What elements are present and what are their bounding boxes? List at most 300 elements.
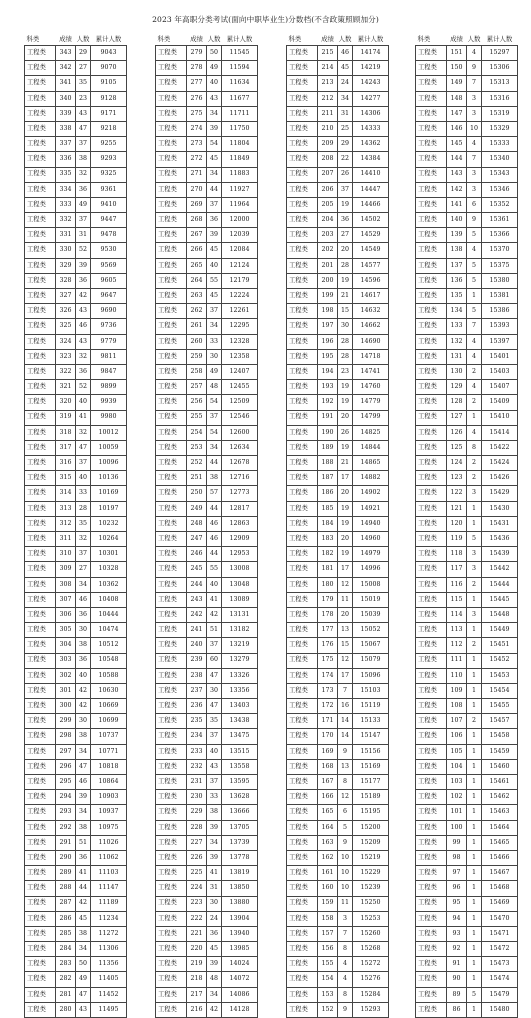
category-cell: 工程类 — [156, 835, 187, 850]
category-cell: 工程类 — [416, 61, 447, 76]
cumulative-cell: 15306 — [482, 61, 518, 76]
cumulative-cell: 14219 — [353, 61, 389, 76]
score-cell: 340 — [56, 91, 76, 106]
count-cell: 36 — [76, 850, 91, 865]
category-cell: 工程类 — [156, 926, 187, 941]
table-row — [25, 137, 127, 152]
cumulative-cell: 14940 — [353, 516, 389, 531]
category-cell: 工程类 — [25, 61, 56, 76]
cumulative-cell: 13326 — [222, 668, 258, 683]
table-row — [156, 926, 258, 941]
cumulative-cell: 14741 — [353, 364, 389, 379]
cumulative-cell: 15468 — [482, 881, 518, 896]
category-cell: 工程类 — [287, 790, 318, 805]
table-row — [287, 1002, 389, 1017]
count-cell: 1 — [467, 592, 482, 607]
score-cell: 97 — [447, 866, 467, 881]
count-cell: 38 — [76, 820, 91, 835]
score-cell: 153 — [318, 987, 338, 1002]
score-cell: 164 — [318, 820, 338, 835]
count-cell: 1 — [467, 972, 482, 987]
count-cell: 33 — [76, 486, 91, 501]
cumulative-cell: 13819 — [222, 866, 258, 881]
category-cell: 工程类 — [25, 668, 56, 683]
count-cell: 21 — [338, 456, 353, 471]
category-cell: 工程类 — [287, 957, 318, 972]
score-cell: 217 — [187, 987, 207, 1002]
cumulative-cell: 15470 — [482, 911, 518, 926]
cumulative-cell: 15169 — [353, 759, 389, 774]
category-cell: 工程类 — [287, 744, 318, 759]
count-cell: 45 — [207, 289, 222, 304]
cumulative-cell: 9980 — [91, 410, 127, 425]
cumulative-cell: 15407 — [482, 380, 518, 395]
count-cell: 37 — [76, 213, 91, 228]
score-cell: 302 — [56, 668, 76, 683]
count-cell: 40 — [76, 471, 91, 486]
cumulative-cell: 9070 — [91, 61, 127, 76]
count-cell: 4 — [467, 380, 482, 395]
cumulative-cell: 10737 — [91, 729, 127, 744]
category-cell: 工程类 — [287, 699, 318, 714]
score-cell: 165 — [318, 805, 338, 820]
table-header-row — [287, 33, 389, 46]
count-cell: 34 — [76, 942, 91, 957]
score-cell: 105 — [447, 744, 467, 759]
score-cell: 197 — [318, 319, 338, 334]
count-cell: 3 — [467, 91, 482, 106]
cumulative-cell: 11103 — [91, 866, 127, 881]
cumulative-cell: 15346 — [482, 182, 518, 197]
cumulative-cell: 14410 — [353, 167, 389, 182]
cumulative-cell: 15414 — [482, 425, 518, 440]
table-row — [156, 1002, 258, 1017]
count-cell: 30 — [207, 349, 222, 364]
count-cell: 7 — [338, 926, 353, 941]
count-cell: 34 — [76, 805, 91, 820]
cumulative-cell: 13558 — [222, 759, 258, 774]
cumulative-cell: 15454 — [482, 683, 518, 698]
table-row — [25, 866, 127, 881]
cumulative-cell: 13438 — [222, 714, 258, 729]
category-cell: 工程类 — [25, 775, 56, 790]
score-cell: 284 — [56, 942, 76, 957]
cumulative-cell: 15455 — [482, 699, 518, 714]
cumulative-cell: 9105 — [91, 76, 127, 91]
count-cell: 47 — [76, 121, 91, 136]
table-row — [287, 835, 389, 850]
table-row — [156, 805, 258, 820]
cumulative-cell: 11306 — [91, 942, 127, 957]
page-title: 2023 年高职分类考试(面向中职毕业生)分数档(不含政策照顾加分) — [152, 15, 379, 24]
category-cell: 工程类 — [25, 471, 56, 486]
count-cell: 12 — [338, 790, 353, 805]
column-header: 累计人数 — [95, 34, 122, 43]
cumulative-cell: 15409 — [482, 395, 518, 410]
table-row — [287, 380, 389, 395]
score-cell: 209 — [318, 137, 338, 152]
table-row — [25, 213, 127, 228]
table-row — [416, 562, 518, 577]
cumulative-cell: 11452 — [91, 987, 127, 1002]
count-cell: 34 — [76, 577, 91, 592]
table-row — [156, 623, 258, 638]
table-row — [416, 395, 518, 410]
count-cell: 36 — [76, 653, 91, 668]
category-cell: 工程类 — [287, 137, 318, 152]
cumulative-cell: 9218 — [91, 121, 127, 136]
score-cell: 280 — [56, 1002, 76, 1017]
count-cell: 32 — [76, 349, 91, 364]
cumulative-cell: 15276 — [353, 972, 389, 987]
cumulative-cell: 15436 — [482, 532, 518, 547]
category-cell: 工程类 — [287, 289, 318, 304]
table-row — [416, 61, 518, 76]
table-row — [156, 562, 258, 577]
cumulative-cell: 10232 — [91, 516, 127, 531]
table-row — [156, 319, 258, 334]
score-cell: 251 — [187, 471, 207, 486]
table-row — [156, 850, 258, 865]
cumulative-cell: 10512 — [91, 638, 127, 653]
count-cell: 19 — [338, 380, 353, 395]
cumulative-cell: 15445 — [482, 592, 518, 607]
cumulative-cell: 15449 — [482, 623, 518, 638]
score-cell: 306 — [56, 607, 76, 622]
count-cell: 41 — [207, 592, 222, 607]
cumulative-cell: 15471 — [482, 926, 518, 941]
score-cell: 310 — [56, 547, 76, 562]
count-cell: 32 — [76, 425, 91, 440]
category-cell: 工程类 — [156, 699, 187, 714]
category-cell: 工程类 — [287, 334, 318, 349]
category-cell: 工程类 — [416, 790, 447, 805]
column-header: 成绩 — [450, 34, 463, 43]
table-row — [416, 228, 518, 243]
score-cell: 94 — [447, 911, 467, 926]
category-cell: 工程类 — [156, 805, 187, 820]
cumulative-cell: 15410 — [482, 410, 518, 425]
category-cell: 工程类 — [287, 942, 318, 957]
count-cell: 24 — [338, 76, 353, 91]
score-cell: 301 — [56, 683, 76, 698]
table-row — [156, 714, 258, 729]
count-cell: 10 — [338, 866, 353, 881]
score-cell: 328 — [56, 273, 76, 288]
category-cell: 工程类 — [287, 501, 318, 516]
score-cell: 189 — [318, 440, 338, 455]
score-cell: 246 — [187, 547, 207, 562]
score-cell: 231 — [187, 775, 207, 790]
category-cell: 工程类 — [416, 775, 447, 790]
score-table-column-3 — [286, 33, 389, 1018]
category-cell: 工程类 — [416, 213, 447, 228]
cumulative-cell: 14921 — [353, 501, 389, 516]
score-cell: 216 — [187, 1002, 207, 1017]
score-cell: 173 — [318, 683, 338, 698]
cumulative-cell: 15463 — [482, 805, 518, 820]
table-row — [287, 349, 389, 364]
score-cell: 169 — [318, 744, 338, 759]
cumulative-cell: 14174 — [353, 46, 389, 61]
cumulative-cell: 15250 — [353, 896, 389, 911]
count-cell: 14 — [338, 714, 353, 729]
column-header: 成绩 — [190, 34, 203, 43]
score-cell: 118 — [447, 547, 467, 562]
cumulative-cell: 14502 — [353, 213, 389, 228]
cumulative-cell: 11634 — [222, 76, 258, 91]
score-cell: 100 — [447, 820, 467, 835]
cumulative-cell: 11026 — [91, 835, 127, 850]
count-cell: 2 — [467, 395, 482, 410]
score-cell: 222 — [187, 911, 207, 926]
score-cell: 254 — [187, 425, 207, 440]
table-row — [416, 759, 518, 774]
category-cell: 工程类 — [25, 501, 56, 516]
category-cell: 工程类 — [156, 137, 187, 152]
category-cell: 工程类 — [156, 182, 187, 197]
cumulative-cell: 15381 — [482, 289, 518, 304]
count-cell: 42 — [76, 289, 91, 304]
score-cell: 228 — [187, 820, 207, 835]
cumulative-cell: 14844 — [353, 440, 389, 455]
table-row — [416, 866, 518, 881]
score-cell: 137 — [447, 258, 467, 273]
table-row — [156, 334, 258, 349]
cumulative-cell: 15268 — [353, 942, 389, 957]
score-cell: 279 — [187, 46, 207, 61]
table-row — [25, 167, 127, 182]
table-row — [156, 167, 258, 182]
count-cell: 40 — [76, 668, 91, 683]
cumulative-cell: 13940 — [222, 926, 258, 941]
score-cell: 219 — [187, 957, 207, 972]
score-cell: 177 — [318, 623, 338, 638]
count-cell: 5 — [467, 987, 482, 1002]
count-cell: 11 — [338, 592, 353, 607]
category-cell: 工程类 — [287, 440, 318, 455]
score-cell: 319 — [56, 410, 76, 425]
score-cell: 309 — [56, 562, 76, 577]
category-cell: 工程类 — [156, 380, 187, 395]
table-row — [25, 61, 127, 76]
score-cell: 113 — [447, 623, 467, 638]
table-row — [287, 926, 389, 941]
cumulative-cell: 9847 — [91, 364, 127, 379]
cumulative-cell: 9530 — [91, 243, 127, 258]
score-cell: 119 — [447, 532, 467, 547]
table-row — [287, 425, 389, 440]
count-cell: 37 — [338, 182, 353, 197]
count-cell: 16 — [338, 699, 353, 714]
count-cell: 39 — [207, 121, 222, 136]
cumulative-cell: 15453 — [482, 668, 518, 683]
table-row — [156, 106, 258, 121]
table-row — [156, 547, 258, 562]
table-row — [156, 471, 258, 486]
category-cell: 工程类 — [25, 152, 56, 167]
category-cell: 工程类 — [25, 638, 56, 653]
category-cell: 工程类 — [25, 790, 56, 805]
table-row — [416, 91, 518, 106]
table-row — [287, 683, 389, 698]
cumulative-cell: 13705 — [222, 820, 258, 835]
count-cell: 34 — [76, 744, 91, 759]
count-cell: 34 — [338, 91, 353, 106]
cumulative-cell: 12817 — [222, 501, 258, 516]
cumulative-cell: 11272 — [91, 926, 127, 941]
cumulative-cell: 15293 — [353, 1002, 389, 1017]
category-cell: 工程类 — [416, 228, 447, 243]
count-cell: 43 — [76, 106, 91, 121]
count-cell: 50 — [76, 957, 91, 972]
count-cell: 5 — [467, 532, 482, 547]
count-cell: 40 — [207, 258, 222, 273]
table-row — [156, 501, 258, 516]
score-table — [155, 33, 258, 1018]
table-row — [416, 911, 518, 926]
category-cell: 工程类 — [416, 334, 447, 349]
cumulative-cell: 14577 — [353, 258, 389, 273]
count-cell: 36 — [207, 926, 222, 941]
score-cell: 277 — [187, 76, 207, 91]
category-cell: 工程类 — [416, 167, 447, 182]
score-cell: 124 — [447, 456, 467, 471]
score-cell: 86 — [447, 1002, 467, 1017]
score-cell: 342 — [56, 61, 76, 76]
cumulative-cell: 10301 — [91, 547, 127, 562]
score-cell: 130 — [447, 364, 467, 379]
category-cell: 工程类 — [156, 562, 187, 577]
category-cell: 工程类 — [156, 152, 187, 167]
cumulative-cell: 13880 — [222, 896, 258, 911]
table-row — [156, 228, 258, 243]
count-cell: 9 — [338, 1002, 353, 1017]
cumulative-cell: 13219 — [222, 638, 258, 653]
category-cell: 工程类 — [416, 729, 447, 744]
cumulative-cell: 14128 — [222, 1002, 258, 1017]
category-cell: 工程类 — [156, 289, 187, 304]
category-cell: 工程类 — [25, 349, 56, 364]
table-row — [416, 729, 518, 744]
table-row — [156, 243, 258, 258]
score-cell: 140 — [447, 213, 467, 228]
table-row — [287, 410, 389, 425]
table-header-row — [25, 33, 127, 46]
cumulative-cell: 12509 — [222, 395, 258, 410]
cumulative-cell: 15189 — [353, 790, 389, 805]
score-cell: 224 — [187, 881, 207, 896]
score-cell: 290 — [56, 850, 76, 865]
score-cell: 146 — [447, 121, 467, 136]
table-row — [156, 790, 258, 805]
category-cell: 工程类 — [416, 850, 447, 865]
cumulative-cell: 15469 — [482, 896, 518, 911]
category-cell: 工程类 — [416, 258, 447, 273]
count-cell: 44 — [207, 182, 222, 197]
cumulative-cell: 14243 — [353, 76, 389, 91]
score-cell: 327 — [56, 289, 76, 304]
cumulative-cell: 15397 — [482, 334, 518, 349]
score-cell: 239 — [187, 653, 207, 668]
table-row — [156, 835, 258, 850]
score-cell: 99 — [447, 835, 467, 850]
table-row — [287, 805, 389, 820]
cumulative-cell: 15370 — [482, 243, 518, 258]
table-row — [287, 714, 389, 729]
table-row — [25, 653, 127, 668]
table-row — [156, 289, 258, 304]
count-cell: 1 — [467, 926, 482, 941]
score-cell: 175 — [318, 653, 338, 668]
score-cell: 253 — [187, 440, 207, 455]
cumulative-cell: 15008 — [353, 577, 389, 592]
table-row — [287, 486, 389, 501]
score-cell: 276 — [187, 91, 207, 106]
table-row — [416, 334, 518, 349]
score-cell: 152 — [318, 1002, 338, 1017]
count-cell: 50 — [207, 46, 222, 61]
score-cell: 178 — [318, 607, 338, 622]
cumulative-cell: 10669 — [91, 699, 127, 714]
cumulative-cell: 15067 — [353, 638, 389, 653]
count-cell: 34 — [207, 835, 222, 850]
category-cell: 工程类 — [287, 775, 318, 790]
score-cell: 220 — [187, 942, 207, 957]
table-row — [25, 289, 127, 304]
cumulative-cell: 9736 — [91, 319, 127, 334]
table-row — [25, 182, 127, 197]
category-cell: 工程类 — [416, 987, 447, 1002]
score-cell: 270 — [187, 182, 207, 197]
category-cell: 工程类 — [156, 319, 187, 334]
category-cell: 工程类 — [156, 76, 187, 91]
cumulative-cell: 14825 — [353, 425, 389, 440]
category-cell: 工程类 — [416, 380, 447, 395]
cumulative-cell: 15426 — [482, 471, 518, 486]
category-cell: 工程类 — [25, 197, 56, 212]
score-cell: 247 — [187, 532, 207, 547]
table-row — [156, 440, 258, 455]
count-cell: 5 — [467, 304, 482, 319]
cumulative-cell: 15465 — [482, 835, 518, 850]
score-cell: 322 — [56, 364, 76, 379]
table-row — [156, 911, 258, 926]
cumulative-cell: 12909 — [222, 532, 258, 547]
category-cell: 工程类 — [287, 121, 318, 136]
cumulative-cell: 10362 — [91, 577, 127, 592]
score-cell: 120 — [447, 516, 467, 531]
cumulative-cell: 10169 — [91, 486, 127, 501]
count-cell: 54 — [207, 137, 222, 152]
count-cell: 42 — [207, 607, 222, 622]
score-cell: 274 — [187, 121, 207, 136]
category-cell: 工程类 — [156, 881, 187, 896]
category-cell: 工程类 — [416, 76, 447, 91]
cumulative-cell: 15393 — [482, 319, 518, 334]
table-row — [25, 729, 127, 744]
table-row — [287, 972, 389, 987]
score-cell: 179 — [318, 592, 338, 607]
category-cell: 工程类 — [287, 46, 318, 61]
score-cell: 295 — [56, 775, 76, 790]
category-cell: 工程类 — [416, 607, 447, 622]
table-row — [25, 638, 127, 653]
category-cell: 工程类 — [156, 775, 187, 790]
cumulative-cell: 15459 — [482, 744, 518, 759]
count-cell: 37 — [207, 410, 222, 425]
category-cell: 工程类 — [25, 395, 56, 410]
